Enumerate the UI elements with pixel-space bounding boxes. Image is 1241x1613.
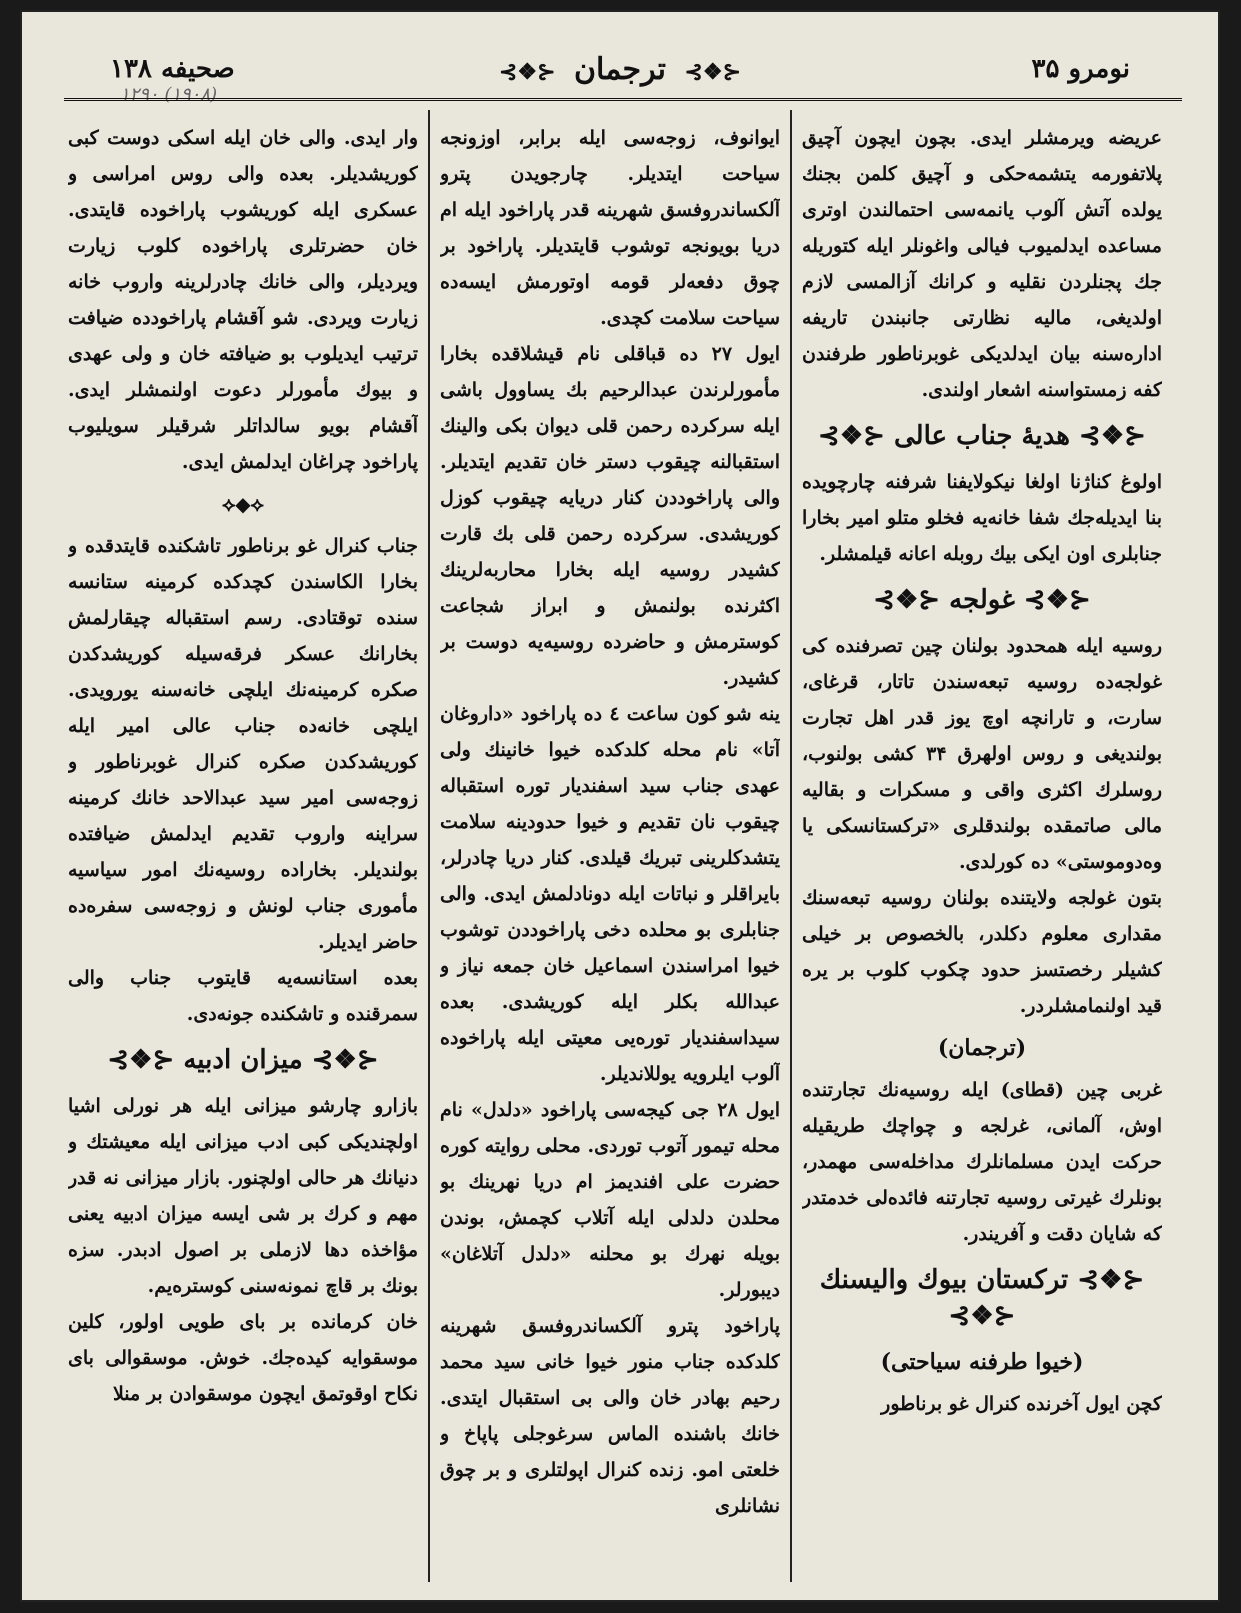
subheading: (خیوا طرفنه سیاحتی): [880, 1349, 1084, 1375]
paragraph: بازارو چارشو میزانی ایله هر نورلی اشیا اولچندیکی کبی ادب میزانی ایله معیشتك و دنیانك هر حالی اولچنور. بازار میزانی نه قدر مهم و کرك بر شی ایسه میزان ادبیه یعنی مؤاخذه دها لازملی بر اصول ادبدر. سزه بونك بر قاچ نمونه‌سنی کوستره‌یم.: [68, 1095, 418, 1297]
column-right: [802, 120, 1162, 1592]
section-heading: ⊰❖⊱ غولجه ⊰❖⊱: [873, 585, 1091, 615]
paragraph: کچن ایول آخرنده کنرال غو برناطور: [881, 1393, 1162, 1415]
paragraph: وار ایدی. والی خان ایله اسکی دوست کبی کوریشدیلر. بعده والی روس امراسی و عسکری ایله کوریشوب پاراخوده قایتدی. خان حضرتلری پاراخوده کلوب زیارت ویردیلر، والی خانك چادرلرینه واروب خانه زیارت ویردی. شو آقشام پاراخودده ضیافت ترتیب ایدیلوب بو ضیافته خان و ولی عهدی و بیوك مأمورلر دعوت اولنمشلر ایدی. آقشام بویو سالداتلر شرقیلر سویلیوب پاراخود چراغان ایدلمش ایدی.: [68, 127, 418, 473]
paragraph: غربی چین (قطای) ایله روسیه‌نك تجارتنده اوش، آلمانی، غرلجه و چواچك طریقیله حرکت ایدن مسلمانلرك مداخله‌سی مهمدر، بونلرك غیرتی روسیه تجارتنه فائده‌لی خدمتدر که شایان دقت و آفریندر.: [802, 1079, 1162, 1245]
ornament-icon: ⊰❖⊱: [1079, 421, 1146, 451]
paragraph: پاراخود پترو آلکساندروفسق شهرینه کلدکده جناب منور خیوا خانی سید محمد رحیم بهادر خان والی بی استقبال ایتدی. خانك باشنده الماس سرغوجلی پاپاخ و خلعتی امو. زنده کنرال اپولتلری و بر چوق نشانلری: [440, 1315, 780, 1517]
paragraph: روسیه ایله همحدود بولنان چین تصرفنده کی غولجه‌ده روسیه تبعه‌سندن تاتار، قرغای، سارت، و تارانچه اوچ یوز قدر اهل تجارت بولندیغی و روس اولهرق ۳۴ کشی بولنوب، روسلرك اکثری واقی و مسکرات و بقالیه مالی صاتمقده بولندقلری «ترکستانسکی یا وه‌دوموستی» ده کورلدی.: [802, 635, 1162, 873]
ornament-icon: ⊰❖⊱: [948, 1301, 1016, 1331]
ornament-icon: ⊰❖⊱: [1023, 585, 1091, 615]
paragraph: ایول ۲۷ ده قباقلی نام قیشلاقده بخارا مأمورلرندن عبدالرحیم بك یساوول باشی ایله سرکرده رحمن قلی دیوان بکی والینك استقبالنه چیقوب دستر خان تقدیم ایتدیلر. والی پاراخوددن کنار دریایه چیقوب کوزل کوریشدی. سرکرده رحمن قلی بك قارت کشیدر روسیه ایله بخارا محاربه‌لرینك اکثرنده بولنمش و ابراز شجاعت کوسترمش و حاضرده روسیه‌یه دوست بر کشیدر.: [440, 343, 780, 689]
signature: (ترجمان): [937, 1035, 1027, 1061]
column-middle: [440, 120, 780, 1592]
column-divider: [428, 110, 430, 1582]
column-left: [68, 120, 418, 1592]
header-rule: [64, 98, 1182, 101]
paragraph: بعده استانسه‌یه قایتوب جناب والی سمرقنده و تاشکنده جونه‌دی.: [68, 967, 418, 1025]
section-heading: ⊰❖⊱ ترکستان بیوك والیسنك ⊰❖⊱: [819, 1265, 1145, 1331]
masthead: [491, 52, 749, 87]
paragraph: عریضه ویرمشلر ایدی. بچون ایچون آچیق پلاتفورمه یتشمه‌حکی و آچیق کلمن بجنك یولده آتش آلوب یانمه‌سی احتمالندن اوتری مساعده ایدلمیوب فیالی واغونلر ایله کتوریله جك پجنلردن نقلیه و کرانك آزالمسی لازم اولدیغی، مالیه نظارتی جانبندن تاریفه اداره‌سنه بیان ایدلدیکی غوبرناطور طرفندن کفه زمستواسنه اشعار اولندی.: [802, 127, 1162, 401]
page-header: [60, 50, 1180, 105]
paragraph: ایوانوف، زوجه‌سی ایله برابر، اوزونجه سیاحت ایتدیلر. چارجویدن پترو آلکساندروفسق شهرینه قدر پاراخود ایله ام دریا بویونجه توشوب قایتدیلر. پاراخود بر چوق دفعه‌لر قومه اوتورمش ایسه‌ده سیاحت سلامت کچدی.: [440, 127, 780, 329]
masthead-title: ترجمان: [574, 52, 666, 87]
ornament-icon: ⊰❖⊱: [1077, 1265, 1145, 1295]
section-heading: ⊰❖⊱ هدیهٔ جناب عالی ⊰❖⊱: [818, 421, 1146, 451]
paragraph: جناب کنرال غو برناطور تاشکنده قایتدقده و بخارا الکاسندن کچدکده کرمینه ستانسه سنده توقتادی. رسم استقباله چیقارلمش بخارانك عسکر فرقه‌سیله کوریشدکدن صکره کرمینه‌نك ایلچی خانه‌سنه یورویدی. ایلچی خانه‌ده جناب عالی امیر ایله کوریشدکدن صکره کنرال غوبرناطور و زوجه‌سی امیر سید عبدالاحد خانك کرمینه سراینه واروب تقدیم ایدلمش ضیافتده بولندیلر. بخاراده روسیه‌نك امور سیاسیه مأموری جناب لونش و زوجه‌سی سفره‌ده حاضر ایدیلر.: [68, 535, 418, 953]
ornament-icon: ⊰❖⊱: [498, 59, 556, 85]
ornament-icon: ⊰❖⊱: [107, 1045, 175, 1075]
handwritten-note: ۱۲۹۰ (۱۹۰۸): [120, 84, 218, 105]
paragraph: ایول ۲۸ جی کیجه‌سی پاراخود «دلدل» نام محله تیمور آتوب توردی. محلی روایته کوره حضرت علی افندیمز ام دریا نهرینك بو محلدن دلدلی ایله آتلاب کچمش، بوندن بویله نهرك بو محلنه «دلدل آتلاغان» دیبورلر.: [440, 1099, 780, 1301]
page-number: صحیفه ۱۳۸: [110, 54, 235, 84]
newspaper-page: [20, 10, 1220, 1602]
ornament-icon: ⊰❖⊱: [818, 421, 885, 451]
column-divider: [790, 110, 792, 1582]
issue-number: نومرو ۳۵: [1031, 54, 1130, 84]
separator-icon: ⟡◆⟡: [222, 492, 264, 516]
ornament-icon: ⊰❖⊱: [311, 1045, 379, 1075]
paragraph: خان کرمانده بر بای طویی اولور، کلین موسقوایه کیده‌جك. خوش. موسقوالی بای نکاح اوقوتمق ایچون موسقوادن بر منلا: [68, 1311, 418, 1405]
section-heading: ⊰❖⊱ میزان ادبیه ⊰❖⊱: [107, 1045, 379, 1075]
paragraph: بتون غولجه ولایتنده بولنان روسیه تبعه‌سنك مقداری معلوم دکلدر، بالخصوص بر خیلی کشیلر رخصتسز حدود چکوب کلوب بر یره قید اولنمامشلردر.: [802, 887, 1162, 1017]
ornament-icon: ⊰❖⊱: [873, 585, 941, 615]
ornament-icon: ⊰❖⊱: [684, 59, 742, 85]
paragraph: ینه شو کون ساعت ٤ ده پاراخود «داروغان آتا» نام محله کلدکده خیوا خانینك ولی عهدی جناب سید اسفندیار توره استقباله چیقوب نان تقدیم و خیوا حدودینه سلامت یتشدکلرینی تبریك قیلدی. کنار دریا چادرلر، بایراقلر و نباتات ایله دونادلمش ایدی. والی جنابلری بو محلده دخی پاراخوددن توشوب خیوا امراسندن اسماعیل خان جمعه نیاز و عبدالله بکلر ایله کوریشدی. بعده سیداسفندیار توره‌یی معیتی ایله پاراخوده آلوب ایلرویه یوللاندیلر.: [440, 703, 780, 1085]
paragraph: اولوغ کناژنا اولغا نیکولایفنا شرفنه چارچویده بنا ایدیله‌جك شفا خانه‌یه فخلو متلو امیر بخارا جنابلری اون ایکی بیك روبله اعانه قیلمشلر.: [802, 471, 1162, 565]
